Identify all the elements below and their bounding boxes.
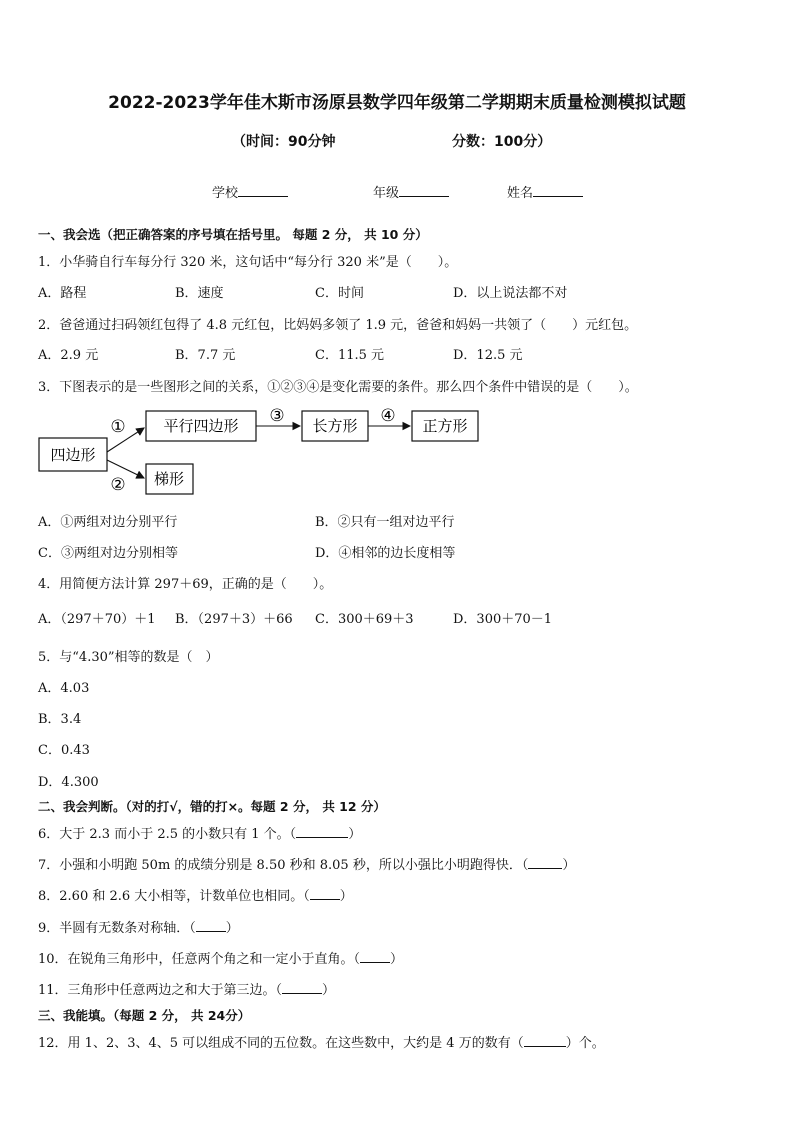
shape-relation-diagram — [0, 400, 794, 500]
question-6 — [38, 823, 361, 842]
q10-close-paren: ） — [390, 952, 404, 967]
question-11 — [38, 979, 335, 998]
question-8-text: 8．2.60 和 2.6 大小相等，计数单位也相同。（ — [38, 889, 310, 904]
question-10-text: 10．在锐角三角形中，任意两个角之和一定小于直角。（ — [38, 952, 361, 967]
q5-option-a[interactable]: A．4.03 — [38, 681, 90, 696]
q7-answer-blank[interactable] — [528, 855, 562, 869]
question-8 — [38, 885, 353, 904]
condition-2-label: ② — [110, 475, 126, 495]
q8-answer-blank[interactable] — [310, 886, 340, 900]
question-3: 3．下图表示的是一些图形之间的关系，①②③④是变化需要的条件。那么四个条件中错误的是（ ）。 — [38, 380, 638, 395]
section-2-heading: 二、我会判断。（对的打√，错的打×。每题 2 分， 共 12 分） — [38, 799, 386, 814]
name-blank[interactable] — [533, 183, 583, 197]
square-box — [412, 411, 478, 441]
grade-field — [373, 182, 449, 201]
name-field — [507, 182, 583, 201]
grade-blank[interactable] — [399, 183, 449, 197]
q9-answer-blank[interactable] — [196, 918, 226, 932]
section-3-heading: 三、我能填。（每题 2 分， 共 24分） — [38, 1008, 251, 1023]
school-field — [212, 182, 288, 201]
q3-option-c[interactable]: C．③两组对边分别相等 — [38, 546, 178, 561]
school-label: 学校 — [212, 186, 239, 201]
question-9-text: 9．半圆有无数条对称轴．（ — [38, 921, 196, 936]
q5-option-d[interactable]: D．4.300 — [38, 775, 99, 790]
q2-option-a[interactable]: A．2.9 元 — [38, 348, 99, 363]
rectangle-box — [302, 411, 368, 441]
question-12-text: 12．用 1、2、3、4、5 可以组成不同的五位数。在这些数中，大约是 4 万的数有（ — [38, 1036, 524, 1051]
question-10 — [38, 948, 403, 967]
exam-time: （时间：90分钟 — [232, 134, 336, 150]
question-12-end: ）个。 — [565, 1036, 605, 1051]
q2-option-b[interactable]: B．7.7 元 — [175, 348, 236, 363]
question-9 — [38, 917, 239, 936]
quadrilateral-label: 四边形 — [50, 446, 96, 464]
q1-option-a[interactable]: A．路程 — [38, 286, 87, 301]
q7-close-paren: ） — [562, 858, 576, 873]
question-7-text: 7．小强和小明跑 50m 的成绩分别是 8.50 秒和 8.05 秒，所以小强比小明跑得快．（ — [38, 858, 529, 873]
q6-answer-blank[interactable] — [296, 824, 348, 838]
q4-option-d[interactable]: D．300＋70－1 — [453, 612, 553, 627]
question-2: 2．爸爸通过扫码领红包得了 4.8 元红包，比妈妈多领了 1.9 元，爸爸和妈妈一共领了（ ）元红包。 — [38, 318, 638, 333]
section-1-heading: 一、我会选（把正确答案的序号填在括号里。 每题 2 分， 共 10 分） — [38, 227, 428, 242]
q4-option-b[interactable]: B．（297＋3）＋66 — [175, 612, 293, 627]
question-4: 4．用简便方法计算 297＋69，正确的是（ ）。 — [38, 577, 333, 592]
square-label: 正方形 — [422, 417, 468, 435]
parallelogram-label: 平行四边形 — [163, 417, 239, 435]
q3-option-d[interactable]: D．④相邻的边长度相等 — [315, 546, 456, 561]
q1-option-c[interactable]: C．时间 — [315, 286, 364, 301]
page-title: 2022-2023学年佳木斯市汤原县数学四年级第二学期期末质量检测模拟试题 — [108, 93, 686, 113]
q5-option-c[interactable]: C．0.43 — [38, 743, 90, 758]
question-1: 1．小华骑自行车每分行 320 米，这句话中“每分行 320 米”是（ ）。 — [38, 255, 458, 270]
q5-option-b[interactable]: B．3.4 — [38, 712, 82, 727]
q8-close-paren: ） — [339, 889, 353, 904]
q2-option-c[interactable]: C．11.5 元 — [315, 348, 385, 363]
trapezoid-label: 梯形 — [153, 470, 185, 488]
q1-option-d[interactable]: D．以上说法都不对 — [453, 286, 568, 301]
question-7 — [38, 854, 575, 873]
grade-label: 年级 — [373, 186, 400, 201]
q4-option-c[interactable]: C．300＋69＋3 — [315, 612, 414, 627]
question-11-text: 11．三角形中任意两边之和大于第三边。（ — [38, 983, 283, 998]
parallelogram-box — [146, 411, 256, 441]
q12-answer-blank[interactable] — [524, 1033, 566, 1047]
q2-option-d[interactable]: D．12.5 元 — [453, 348, 523, 363]
q3-option-b[interactable]: B．②只有一组对边平行 — [315, 515, 455, 530]
quadrilateral-box — [39, 438, 107, 471]
condition-1-label: ① — [110, 417, 126, 437]
q4-option-a[interactable]: A．（297＋70）＋1 — [38, 612, 156, 627]
exam-score: 分数：100分） — [452, 134, 552, 150]
condition-4-label: ④ — [380, 406, 396, 426]
question-5: 5．与“4.30”相等的数是（ ） — [38, 650, 219, 665]
q6-close-paren: ） — [348, 827, 362, 842]
q3-option-a[interactable]: A．①两组对边分别平行 — [38, 515, 178, 530]
rectangle-label: 长方形 — [312, 417, 358, 435]
q11-answer-blank[interactable] — [282, 980, 322, 994]
q1-option-b[interactable]: B．速度 — [175, 286, 224, 301]
q10-answer-blank[interactable] — [360, 949, 390, 963]
q9-close-paren: ） — [225, 921, 239, 936]
name-label: 姓名 — [507, 186, 534, 201]
school-blank[interactable] — [238, 183, 288, 197]
trapezoid-box — [146, 464, 193, 494]
question-6-text: 6．大于 2.3 而小于 2.5 的小数只有 1 个。（ — [38, 827, 297, 842]
q11-close-paren: ） — [322, 983, 336, 998]
condition-3-label: ③ — [269, 406, 285, 426]
question-12 — [38, 1032, 605, 1051]
